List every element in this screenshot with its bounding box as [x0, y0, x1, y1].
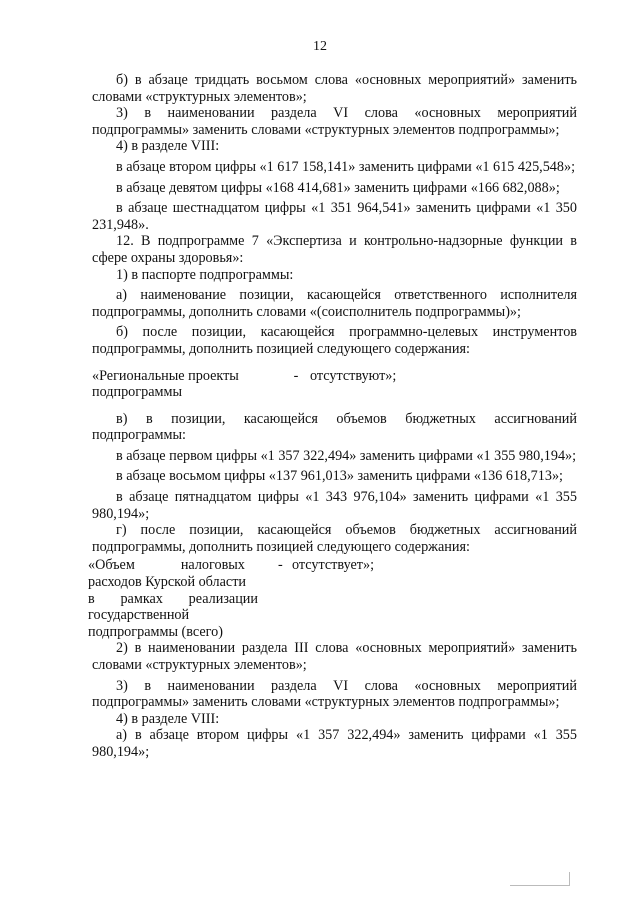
page-number: 12 — [313, 39, 327, 54]
table-cell-left: расходов Курской области — [88, 574, 247, 591]
paragraph: 4) в разделе VIII: — [116, 710, 220, 727]
table-cell-left: подпрограммы (всего) — [88, 623, 223, 640]
table-word: в — [88, 590, 95, 607]
table-cell-value: отсутствуют»; — [310, 367, 397, 384]
paragraph: г) после позиции, касающейся объемов бюджетных ассигнований подпрограммы, дополнить позицией следующего содержания: — [92, 522, 577, 555]
table-cell-left: государственной — [88, 607, 190, 624]
table-word: налоговых — [180, 557, 245, 574]
paragraph: а) в абзаце втором цифры «1 357 322,494» заменить цифрами «1 355 980,194»; — [92, 727, 577, 760]
dash: - — [278, 557, 283, 574]
table-word: рамках — [120, 590, 163, 607]
paragraph: 3) в наименовании раздела VI слова «основных мероприятий подпрограммы» заменить словами «структурных элементов подпрограммы»; — [92, 677, 577, 711]
table-row — [88, 574, 577, 591]
table-row — [88, 624, 577, 641]
table-cell-left — [88, 591, 258, 608]
paragraph: в абзаце первом цифры «1 357 322,494» заменить цифрами «1 355 980,194»; — [116, 447, 577, 464]
table-row — [92, 368, 577, 385]
table-row — [88, 591, 577, 608]
scan-mark — [569, 872, 570, 886]
paragraph: в абзаце восьмом цифры «137 961,013» заменить цифрами «136 618,713»; — [116, 468, 563, 485]
scan-mark — [510, 885, 570, 886]
table-cell-left — [88, 557, 278, 574]
table-row — [92, 384, 577, 401]
table-word: «Объем — [88, 557, 135, 574]
table-word: реализации — [188, 590, 258, 607]
paragraph: в абзаце шестнадцатом цифры «1 351 964,541» заменить цифрами «1 350 231,948». — [92, 200, 577, 233]
table-cell-left: «Региональные проекты — [92, 367, 239, 384]
paragraph: в абзаце пятнадцатом цифры «1 343 976,104» заменить цифрами «1 355 980,194»; — [92, 489, 577, 522]
table-cell-right — [278, 557, 577, 574]
paragraph: в) в позиции, касающейся объемов бюджетных ассигнований подпрограммы: — [92, 410, 577, 444]
paragraph: б) в абзаце тридцать восьмом слова «основных мероприятий» заменить словами «структурных элементов»; — [92, 72, 577, 105]
paragraph: в абзаце втором цифры «1 617 158,141» заменить цифрами «1 615 425,548»; — [116, 158, 576, 175]
table-cell-right — [282, 368, 577, 385]
insert-table-regional-projects — [92, 368, 577, 401]
paragraph: 1) в паспорте подпрограммы: — [116, 266, 294, 283]
paragraph: 4) в разделе VIII: — [116, 138, 220, 155]
document-body — [88, 72, 577, 761]
paragraph: б) после позиции, касающейся программно-целевых инструментов подпрограммы, дополнить позицией следующего содержания: — [92, 324, 577, 357]
paragraph: 3) в наименовании раздела VI слова «основных мероприятий подпрограммы» заменить словами «структурных элементов подпрограммы»; — [92, 105, 577, 138]
table-row — [88, 557, 577, 574]
dash: - — [293, 367, 299, 384]
paragraph: 12. В подпрограмме 7 «Экспертиза и контрольно-надзорные функции в сфере охраны здоровья»: — [92, 233, 577, 266]
insert-table-tax-expenses — [88, 557, 577, 640]
table-row — [88, 607, 577, 624]
paragraph: а) наименование позиции, касающейся ответственного исполнителя подпрограммы, дополнить словами «(соисполнитель подпрограммы)»; — [92, 287, 577, 320]
table-cell-left: подпрограммы — [92, 384, 182, 401]
paragraph: в абзаце девятом цифры «168 414,681» заменить цифрами «166 682,088»; — [116, 179, 560, 196]
paragraph: 2) в наименовании раздела III слова «основных мероприятий» заменить словами «структурных элементов»; — [92, 640, 577, 673]
table-cell-value: отсутствует»; — [292, 557, 375, 574]
